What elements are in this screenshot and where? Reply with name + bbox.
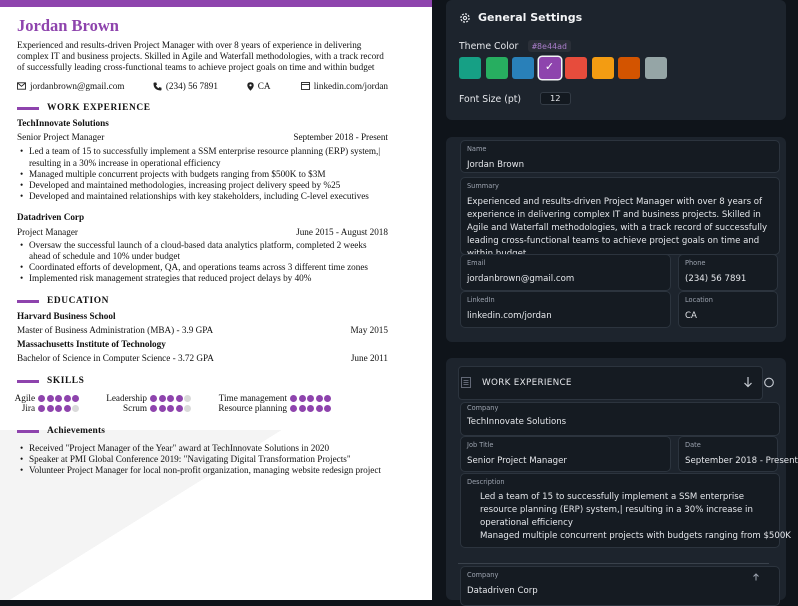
contact-phone <box>153 81 247 92</box>
entry-separator <box>458 563 769 564</box>
job-bullet: • Oversaw the successful launch of a cloud-based data analytics platform, completed 2 weeks ahead of schedule and 10% under budget <box>17 240 388 262</box>
contact-linkedin <box>301 81 388 92</box>
swatch-green[interactable] <box>486 57 508 79</box>
skill-dot-filled <box>64 395 71 402</box>
phone-icon <box>153 82 162 91</box>
skill-dot-filled <box>64 405 71 412</box>
skill-item <box>17 403 81 414</box>
description-label: Description <box>467 478 505 486</box>
toggle-visibility-icon[interactable] <box>763 377 773 388</box>
swatch-red[interactable] <box>565 57 587 79</box>
swatch-dark-orange[interactable] <box>618 57 640 79</box>
resume-accent-bar <box>0 0 432 7</box>
skill-dot-filled <box>47 395 54 402</box>
job-bullet: • Developed and maintained methodologies, increasing project delivery speed by %25 <box>17 180 388 191</box>
skill-dot-filled <box>176 405 183 412</box>
contact-email <box>17 81 153 92</box>
skill-dot-filled <box>167 395 174 402</box>
swatch-teal[interactable] <box>459 57 481 79</box>
location-field[interactable] <box>678 291 778 328</box>
education-date: May 2015 <box>350 325 388 336</box>
achievements-list <box>17 443 388 477</box>
gear-icon <box>459 12 471 24</box>
job-title: Senior Project Manager <box>17 132 105 143</box>
font-size-input[interactable]: 12 <box>540 92 571 105</box>
resume-contact-row <box>17 81 388 92</box>
job-title: Project Manager <box>17 226 78 237</box>
theme-color-hex: #8e44ad <box>528 40 571 52</box>
skill-name: Time management <box>218 392 288 403</box>
description-field[interactable] <box>460 473 791 548</box>
education-school: Harvard Business School <box>17 310 116 321</box>
skills-column <box>193 393 333 414</box>
job-bullet: • Managed multiple concurrent projects with budgets ranging from $500K to $3M <box>17 169 388 180</box>
phone-label: Phone <box>685 259 706 267</box>
job-entry <box>17 212 388 284</box>
drag-handle-icon[interactable] <box>461 377 471 388</box>
section-title: Achievements <box>47 425 106 436</box>
skill-item <box>81 393 193 404</box>
job-title-field[interactable] <box>460 436 671 472</box>
company-value: Datadriven Corp <box>467 586 538 596</box>
job-bullet: • Developed and maintained relationships with key stakeholders, including C-level executives <box>17 191 388 202</box>
resume-name: Jordan Brown <box>17 16 119 35</box>
skill-dot-filled <box>290 395 297 402</box>
move-down-icon[interactable] <box>743 376 753 388</box>
job-bullet: • Implemented risk management strategies that reduced project delays by 40% <box>17 273 388 284</box>
description-line: Managed multiple concurrent projects with budgets ranging from $500K <box>480 531 791 541</box>
swatch-gray[interactable] <box>645 57 667 79</box>
job-entry <box>17 118 388 202</box>
skill-item <box>193 393 333 404</box>
skill-name: Leadership <box>106 392 148 403</box>
email-label: Email <box>467 259 486 267</box>
achievement-item: • Volunteer Project Manager for local non-profit organization, managing website redesign project <box>17 465 388 476</box>
email-field[interactable] <box>460 254 671 291</box>
phone-value: (234) 56 7891 <box>685 274 747 284</box>
section-title: EDUCATION <box>47 295 110 306</box>
company-label: Company <box>467 404 499 412</box>
skill-dot-filled <box>307 395 314 402</box>
skills-column <box>14 392 81 414</box>
company-value: TechInnovate Solutions <box>467 417 567 427</box>
skill-item <box>14 392 81 404</box>
section-bar <box>17 380 39 383</box>
company-label: Company <box>467 571 499 579</box>
education-row <box>17 353 388 364</box>
summary-label: Summary <box>467 182 499 190</box>
name-label: Name <box>467 145 487 153</box>
linkedin-value: linkedin.com/jordan <box>467 311 552 321</box>
resume-content <box>14 15 388 477</box>
linkedin-field[interactable] <box>460 291 671 328</box>
contact-phone-text: (234) 56 7891 <box>165 80 218 91</box>
skill-rating <box>290 395 333 402</box>
phone-field[interactable] <box>678 254 778 291</box>
education-entry <box>17 339 388 364</box>
job-bullets <box>17 240 388 285</box>
achievement-item: • Received "Project Manager of the Year" award at TechInnovate Solutions in 2020 <box>17 443 388 454</box>
swatch-orange[interactable] <box>592 57 614 79</box>
education-entry <box>17 311 388 336</box>
skill-item <box>81 403 193 414</box>
job-title-row <box>17 132 388 143</box>
description-line: Led a team of 15 to successfully implement a SSM enterprise resource planning (ERP) system,| resulting in a 30% increase in operational efficiency <box>480 492 753 528</box>
skill-dot-filled <box>150 405 157 412</box>
location-label: Location <box>685 296 713 304</box>
skill-item <box>193 403 333 414</box>
skill-name: Agile <box>14 392 36 403</box>
education-degree: Bachelor of Science in Computer Science - 3.72 GPA <box>17 353 214 364</box>
skill-rating <box>38 405 81 412</box>
description-value <box>480 491 791 543</box>
summary-value: Experienced and results-driven Project Manager with over 8 years of experience in delivering complex IT and business projects. Skilled in Agile and Waterfall methodologies, with a track record of successfully leading cross-functional teams to achieve project goals on time and <box>467 197 768 246</box>
skill-dot-filled <box>55 395 62 402</box>
skill-dot-filled <box>159 395 166 402</box>
name-value: Jordan Brown <box>467 160 525 170</box>
education-row <box>17 325 388 336</box>
skill-rating <box>150 395 193 402</box>
contact-linkedin-text: linkedin.com/jordan <box>313 80 388 91</box>
skills-grid <box>14 392 388 414</box>
skill-dot-filled <box>38 405 45 412</box>
date-field[interactable] <box>678 436 798 472</box>
skill-dot-filled <box>307 405 314 412</box>
editor-panel <box>432 0 798 600</box>
skill-dot-filled <box>316 405 323 412</box>
email-value: jordanbrown@gmail.com <box>467 274 575 284</box>
company-field[interactable] <box>460 402 780 436</box>
skill-rating <box>150 405 193 412</box>
job-bullet: • Coordinated efforts of development, QA, and operations teams across 3 different time zones <box>17 262 388 273</box>
work-section-title: WORK EXPERIENCE <box>482 378 572 388</box>
skill-dot-filled <box>290 405 297 412</box>
section-heading-work <box>17 103 388 114</box>
skill-dot-filled <box>159 405 166 412</box>
education-school: Massachusetts Institute of Technology <box>17 339 166 350</box>
contact-location-text: CA <box>257 80 271 91</box>
education-date: June 2011 <box>350 353 388 364</box>
job-dates: June 2015 - August 2018 <box>296 226 388 237</box>
section-heading-education <box>17 296 388 307</box>
achievement-item: • Speaker at PMI Global Conference 2019: "Navigating Digital Transformation Projects" <box>17 454 388 465</box>
skill-dot-filled <box>150 395 157 402</box>
collapse-up-icon[interactable] <box>752 573 760 581</box>
section-heading-achievements <box>17 426 388 437</box>
skill-dot-filled <box>176 395 183 402</box>
swatch-blue[interactable] <box>512 57 534 79</box>
job-title-label: Job Title <box>467 441 494 449</box>
skill-dot-filled <box>324 405 331 412</box>
skill-dot-filled <box>299 405 306 412</box>
font-size-label: Font Size (pt) <box>459 94 522 105</box>
linkedin-label: LinkedIn <box>467 296 495 304</box>
skill-rating <box>38 395 81 402</box>
company-field-2[interactable] <box>460 566 780 606</box>
section-bar <box>17 430 39 433</box>
name-field[interactable] <box>460 140 780 173</box>
skill-dot-empty <box>72 405 79 412</box>
skill-dot-filled <box>47 405 54 412</box>
skill-dot-filled <box>72 395 79 402</box>
mail-icon <box>17 82 26 90</box>
skill-name: Resource planning <box>218 403 288 414</box>
section-title: SKILLS <box>47 375 85 386</box>
contact-location <box>247 81 301 92</box>
date-value: September 2018 - Present <box>685 456 798 466</box>
skill-dot-filled <box>324 395 331 402</box>
skill-dot-empty <box>184 405 191 412</box>
general-settings-title: General Settings <box>478 11 583 24</box>
resume-summary: Experienced and results-driven Project Manager with over 8 years of experience in delivering complex IT and business projects. Skilled in Agile and Waterfall methodologies, with a track record of successfully leading cross-functional teams to achieve project goals on time and within budget <box>17 40 384 73</box>
section-bar <box>17 107 39 110</box>
job-bullets <box>17 146 388 202</box>
skill-dot-filled <box>38 395 45 402</box>
section-heading-skills <box>17 376 388 387</box>
skill-name: Scrum <box>123 403 148 414</box>
job-title-row <box>17 227 388 238</box>
location-value: CA <box>685 311 697 321</box>
skills-column <box>81 393 193 414</box>
job-company: Datadriven Corp <box>17 212 85 223</box>
general-settings-header <box>459 11 582 24</box>
job-dates: September 2018 - Present <box>293 132 388 143</box>
location-pin-icon <box>247 82 254 91</box>
job-company: TechInnovate Solutions <box>17 118 109 129</box>
education-degree: Master of Business Administration (MBA) - 3.9 GPA <box>17 325 214 336</box>
swatch-purple[interactable] <box>539 57 561 79</box>
globe-icon <box>301 82 310 90</box>
skill-dot-filled <box>167 405 174 412</box>
contact-email-text: jordanbrown@gmail.com <box>30 80 125 91</box>
date-label: Date <box>685 441 701 449</box>
skill-dot-filled <box>316 395 323 402</box>
section-title: WORK EXPERIENCE <box>47 102 151 113</box>
skill-dot-filled <box>55 405 62 412</box>
skill-dot-filled <box>299 395 306 402</box>
skill-dot-empty <box>184 395 191 402</box>
theme-swatches <box>459 57 671 79</box>
skill-rating <box>290 405 333 412</box>
skill-name: Jira <box>21 403 36 414</box>
section-bar <box>17 300 39 303</box>
theme-color-label: Theme Color <box>459 41 519 52</box>
job-title-value: Senior Project Manager <box>467 456 567 466</box>
summary-field[interactable] <box>460 177 780 255</box>
job-bullet: • Led a team of 15 to successfully implement a SSM enterprise resource planning (ERP) system,| resulting in a 30% increase in operational efficiency <box>17 146 388 168</box>
